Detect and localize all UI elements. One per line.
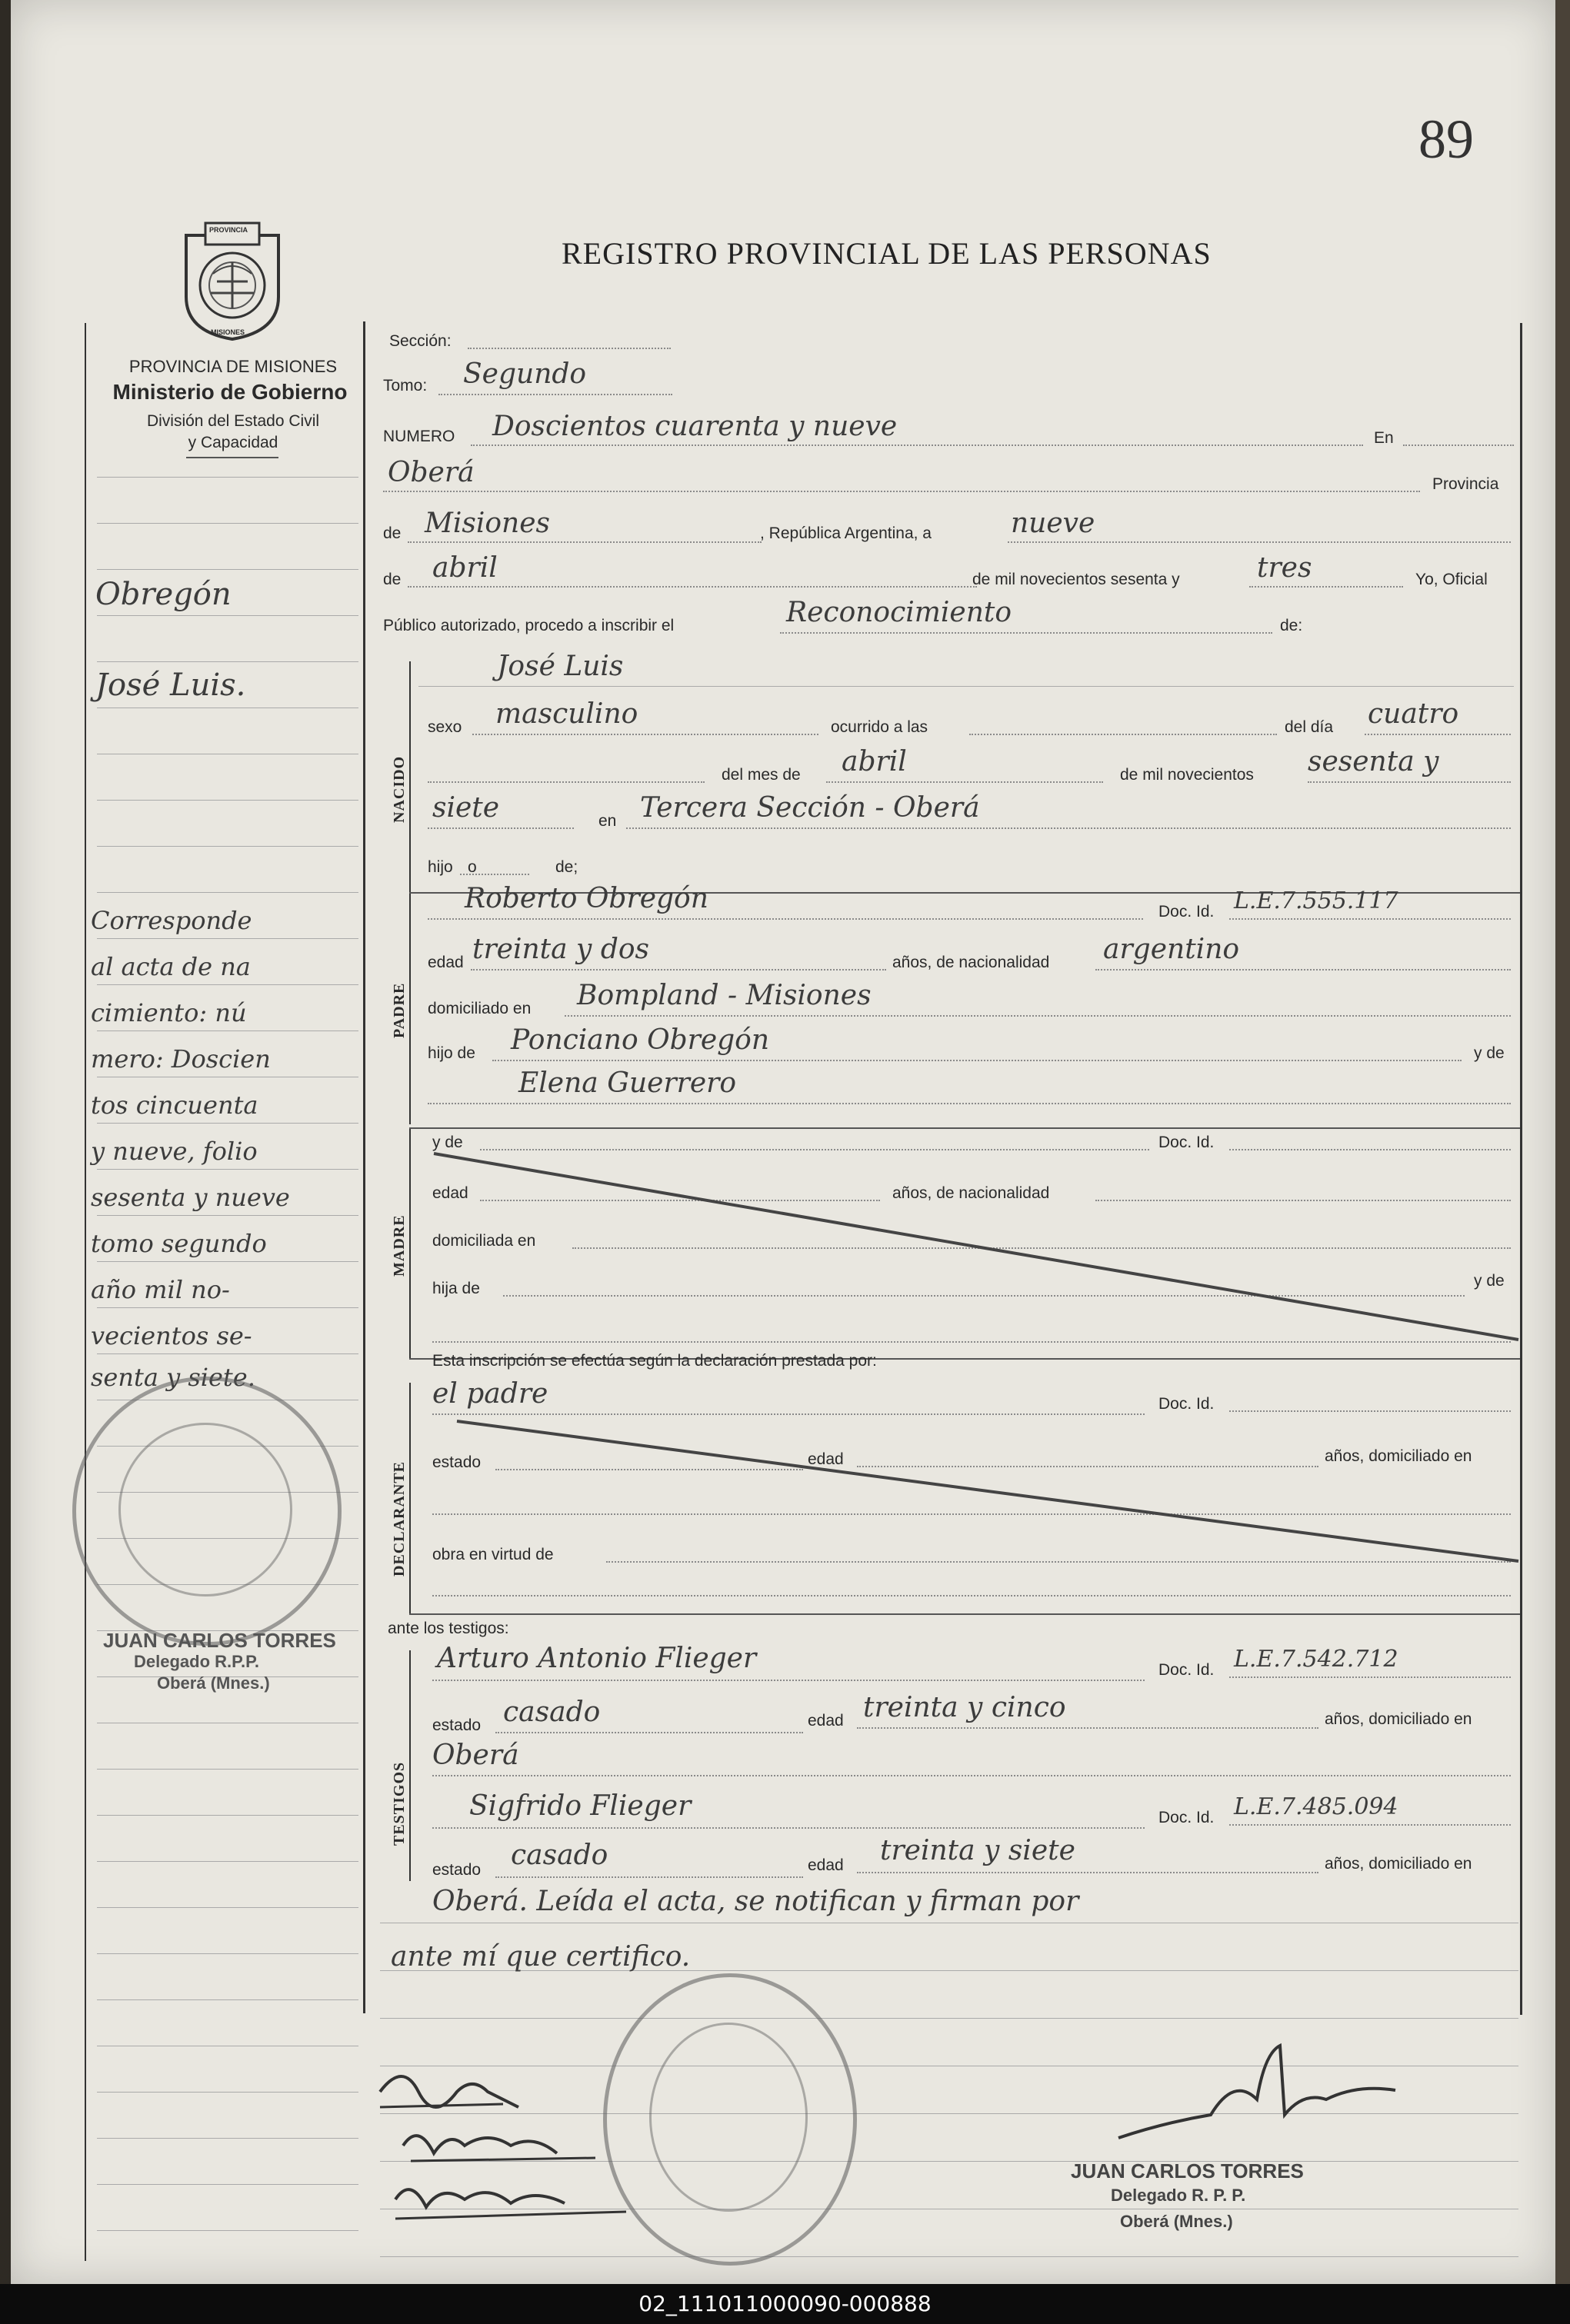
province-value: Misiones (425, 508, 551, 539)
anio2-field (428, 827, 574, 829)
witness-signatures (349, 2061, 642, 2246)
testigo1-domicilio-value: Oberá (432, 1740, 519, 1771)
margin-note-line: cimiento: nú (91, 998, 247, 1027)
stamp-left-place: Oberá (Mnes.) (157, 1673, 270, 1693)
testigo1-edad-label: edad (808, 1712, 844, 1730)
margin-rule (97, 1123, 358, 1124)
signature-place: Oberá (Mnes.) (1120, 2212, 1233, 2231)
header-division: División del Estado Civil (146, 412, 320, 430)
ocurrido-field (969, 734, 1277, 735)
margin-divider (363, 321, 365, 2013)
testigo2-domicilio-label: años, domiciliado en (1325, 1855, 1472, 1873)
lugar-value: Tercera Sección - Oberá (640, 792, 980, 824)
closing-rule (380, 2256, 1518, 2257)
margin-rule (97, 1307, 358, 1308)
declarante-bracket (409, 1383, 411, 1613)
seal-bottom-text: MISIONES (211, 328, 245, 336)
margin-rule (97, 2138, 358, 2139)
madre-de-value: Elena Guerrero (518, 1067, 737, 1099)
margin-given-name: José Luis. (95, 668, 246, 703)
declarante-intro-label: Esta inscripción se efectúa según la declaración prestada por: (432, 1352, 877, 1370)
testigo2-estado-label: estado (432, 1861, 482, 1879)
declarante-section-label: DECLARANTE (391, 1460, 408, 1577)
header-province: PROVINCIA DE MISIONES (128, 357, 338, 376)
dia-field (1365, 734, 1511, 735)
margin-note-line: al acta de na (91, 952, 251, 981)
testigo2-estado-value: casado (511, 1840, 608, 1871)
anio-field (1308, 781, 1511, 783)
padre-y-de-label: y de (1474, 1044, 1505, 1062)
padre-domicilio-field (565, 1015, 1511, 1017)
page-number: 89 (1418, 108, 1474, 170)
nacido-bracket (409, 661, 411, 892)
de3-label: de: (1280, 617, 1303, 634)
margin-rule (97, 523, 358, 524)
margin-rule (97, 984, 358, 985)
official-stamp-bottom-inner (649, 2023, 808, 2212)
margin-rule (97, 1261, 358, 1262)
padre-name-value: Roberto Obregón (465, 883, 708, 914)
testigo1-estado-label: estado (432, 1716, 482, 1734)
testigo1-estado-value: casado (503, 1696, 601, 1728)
margin-surname: Obregón (95, 577, 232, 612)
madre-y-de2-label: y de (1474, 1272, 1505, 1290)
testigo1-name-value: Arturo Antonio Flieger (437, 1643, 757, 1674)
province-field (408, 541, 762, 543)
padre-edad-value: treinta y dos (472, 934, 650, 965)
tomo-label: Tomo: (383, 377, 428, 395)
closing-rule (380, 2018, 1518, 2019)
margin-note-line: Corresponde (91, 906, 252, 935)
padre-edad-field (471, 969, 886, 971)
margin-rule (97, 1907, 358, 1908)
nacido-name-line (418, 686, 1514, 687)
book-binding (0, 0, 11, 2284)
margin-rule (97, 846, 358, 847)
anio-value-2: siete (432, 792, 500, 824)
padre-domicilio-value: Bompland - Misiones (577, 980, 872, 1011)
padre-de-field (492, 1060, 1462, 1061)
padre-bracket (409, 894, 411, 1124)
del-dia-label: del día (1285, 718, 1334, 736)
tomo-value: Segundo (463, 358, 587, 390)
margin-rule (97, 1999, 358, 2000)
closing-line-2: ante mí que certifico. (391, 1941, 691, 1973)
declarante-estado-label: estado (432, 1453, 482, 1471)
margin-note-line: tos cincuenta (91, 1090, 258, 1120)
header-ministry: Ministerio de Gobierno (112, 380, 348, 404)
margin-rule (97, 477, 358, 478)
padre-section-label: PADRE (391, 982, 408, 1038)
margin-rule (97, 1815, 358, 1816)
year-label: de mil novecientos sesenta y (972, 571, 1180, 588)
oficial-label: Yo, Oficial (1415, 571, 1488, 588)
margin-rule (97, 569, 358, 570)
act-field (780, 632, 1272, 634)
ocurrido-label: ocurrido a las (831, 718, 928, 736)
del-mes-label: del mes de (722, 766, 801, 784)
header-capacity: y Capacidad (188, 434, 278, 451)
sexo-field (472, 734, 818, 735)
padre-nacionalidad-value: argentino (1103, 934, 1240, 965)
margin-note-line: mero: Doscien (91, 1044, 271, 1074)
madre-domicilio-label: domiciliada en (432, 1232, 536, 1250)
testigos-section-label: TESTIGOS (391, 1761, 408, 1846)
sexo-label: sexo (428, 718, 462, 736)
margin-rule (97, 1215, 358, 1216)
month-value: abril (432, 552, 498, 584)
header-underline (186, 457, 278, 458)
closing-line-1: Oberá. Leída el acta, se notifican y firman por (432, 1886, 1079, 1917)
day-value: nueve (1011, 508, 1095, 539)
testigo1-estado-field (495, 1732, 803, 1733)
testigo1-doc-value: L.E.7.542.712 (1234, 1646, 1398, 1673)
testigo2-name-value: Sigfrido Flieger (469, 1790, 692, 1822)
hija-de-label: hija de (432, 1280, 480, 1297)
padre-bottom-rule (409, 1127, 1520, 1129)
obra-field-2 (432, 1595, 1511, 1597)
anio-label: de mil novecientos (1120, 766, 1254, 784)
signature-name: JUAN CARLOS TORRES (1071, 2159, 1304, 2182)
madre-section-label: MADRE (391, 1214, 408, 1277)
padre-nacionalidad-label: años, de nacionalidad (892, 954, 1050, 971)
official-signature (1103, 2030, 1426, 2161)
en-label: En (1374, 429, 1394, 447)
day-field (1008, 541, 1511, 543)
padre-doc-value: L.E.7.555.117 (1234, 887, 1398, 914)
official-stamp-left-inner (118, 1423, 292, 1597)
declarante-doc-field (1229, 1410, 1511, 1412)
register-page (11, 0, 1555, 2284)
margin-rule (97, 1953, 358, 1954)
republica-label: , República Argentina, a (760, 524, 932, 542)
padre-nacionalidad-field (1095, 969, 1511, 971)
padre-doc-field (1229, 918, 1511, 920)
seccion-field (468, 348, 671, 349)
ante-testigos-label: ante los testigos: (388, 1620, 509, 1637)
stamp-left-name: JUAN CARLOS TORRES (103, 1629, 336, 1652)
lugar-field (626, 827, 1511, 829)
testigo2-doc-label: Doc. Id. (1158, 1809, 1215, 1826)
anio-value: sesenta y (1308, 746, 1439, 777)
margin-rule (97, 1861, 358, 1862)
testigo1-domicilio-label: años, domiciliado en (1325, 1710, 1472, 1728)
testigo2-doc-field (1229, 1824, 1511, 1826)
obra-label: obra en virtud de (432, 1546, 554, 1563)
nacido-en-label: en (598, 812, 617, 830)
en-field (1403, 444, 1514, 446)
sexo-value: masculino (495, 698, 638, 730)
padre-name-field (428, 918, 1143, 920)
de2-label: de (383, 571, 402, 588)
testigo1-doc-label: Doc. Id. (1158, 1661, 1215, 1679)
madre-bracket (409, 1129, 411, 1360)
margin-note-line: vecientos se- (91, 1321, 252, 1350)
declarante-domicilio-label: años, domiciliado en (1325, 1447, 1472, 1465)
place-value: Oberá (388, 457, 475, 488)
provincia-label: Provincia (1432, 475, 1499, 493)
seal-top-text: PROVINCIA (209, 226, 248, 234)
left-border (85, 323, 86, 2261)
declarante-doc-label: Doc. Id. (1158, 1395, 1215, 1413)
publico-label: Público autorizado, procedo a inscribir el (383, 617, 675, 634)
testigo2-edad-value: treinta y siete (880, 1835, 1075, 1866)
margin-rule (97, 1169, 358, 1170)
dia-value: cuatro (1368, 698, 1459, 730)
mes-value: abril (842, 746, 907, 777)
page-title: REGISTRO PROVINCIAL DE LAS PERSONAS (562, 236, 1212, 271)
hora-field (428, 781, 705, 783)
margin-rule (97, 938, 358, 939)
declarante-bottom-rule (409, 1613, 1520, 1615)
hijo-value: o (468, 858, 477, 876)
testigo1-edad-field (857, 1727, 1318, 1729)
margin-rule (97, 892, 358, 893)
testigo2-name-field (432, 1827, 1145, 1829)
margin-rule (97, 1769, 358, 1770)
de-label: de (383, 524, 402, 542)
margin-note-line: año mil no- (91, 1275, 230, 1304)
padre-edad-label: edad (428, 954, 464, 971)
padre-doc-label: Doc. Id. (1158, 903, 1215, 921)
madre-nacionalidad-label: años, de nacionalidad (892, 1184, 1050, 1202)
madre-cancel-stroke (426, 1146, 1526, 1346)
numero-value: Doscientos cuarenta y nueve (492, 411, 898, 442)
tomo-field (438, 394, 672, 395)
nacido-section-label: NACIDO (391, 755, 408, 823)
hijo-de-label: de; (555, 858, 578, 876)
provincial-seal-icon (171, 220, 294, 343)
testigo1-doc-field (1229, 1676, 1511, 1678)
numero-field (471, 444, 1363, 446)
madre-edad-label: edad (432, 1184, 468, 1202)
margin-note-line: sesenta y nueve (91, 1183, 290, 1212)
margin-rule (97, 661, 358, 662)
mes-field (826, 781, 1103, 783)
testigo2-edad-label: edad (808, 1856, 844, 1874)
madre-de-field (428, 1103, 1511, 1104)
testigo2-estado-field (495, 1876, 803, 1878)
nacido-name-value: José Luis (497, 651, 624, 682)
numero-label: NUMERO (383, 428, 455, 445)
hijo-de-padre-label: hijo de (428, 1044, 475, 1062)
margin-rule (97, 2184, 358, 2185)
margin-note-line: tomo segundo (91, 1229, 267, 1258)
testigo2-edad-field (857, 1872, 1318, 1873)
margin-note-line: y nueve, folio (91, 1137, 258, 1166)
testigo2-doc-value: L.E.7.485.094 (1234, 1793, 1398, 1820)
signature-role: Delegado R. P. P. (1111, 2186, 1246, 2205)
place-field (383, 491, 1420, 492)
year-field (1249, 586, 1403, 588)
testigo1-domicilio-field (432, 1775, 1511, 1776)
stamp-left-role: Delegado R.P.P. (134, 1652, 260, 1671)
seccion-label: Sección: (389, 332, 452, 350)
act-value: Reconocimiento (786, 597, 1012, 628)
padre-domicilio-label: domiciliado en (428, 1000, 532, 1017)
margin-note-line: senta y siete. (91, 1363, 255, 1392)
hijo-label: hijo (428, 858, 453, 876)
margin-rule (97, 615, 358, 616)
margin-rule (97, 1353, 358, 1354)
margin-rule (97, 2230, 358, 2231)
testigos-bracket (409, 1650, 411, 1881)
madre-y-de-label: y de (432, 1134, 463, 1151)
declarante-edad-label: edad (808, 1450, 844, 1468)
testigo1-name-field (432, 1680, 1145, 1681)
margin-rule (97, 2092, 358, 2093)
footer-file-id: 02_111011000090-000888 (0, 2284, 1570, 2324)
declarante-name-value: el padre (432, 1378, 548, 1410)
padre-de-value: Ponciano Obregón (511, 1024, 770, 1056)
margin-rule (97, 800, 358, 801)
declarante-cancel-stroke (442, 1415, 1526, 1569)
margin-rule (97, 1030, 358, 1031)
month-field (408, 586, 977, 588)
testigo1-edad-value: treinta y cinco (863, 1692, 1066, 1723)
madre-doc-label: Doc. Id. (1158, 1134, 1215, 1151)
year-value: tres (1257, 552, 1312, 584)
